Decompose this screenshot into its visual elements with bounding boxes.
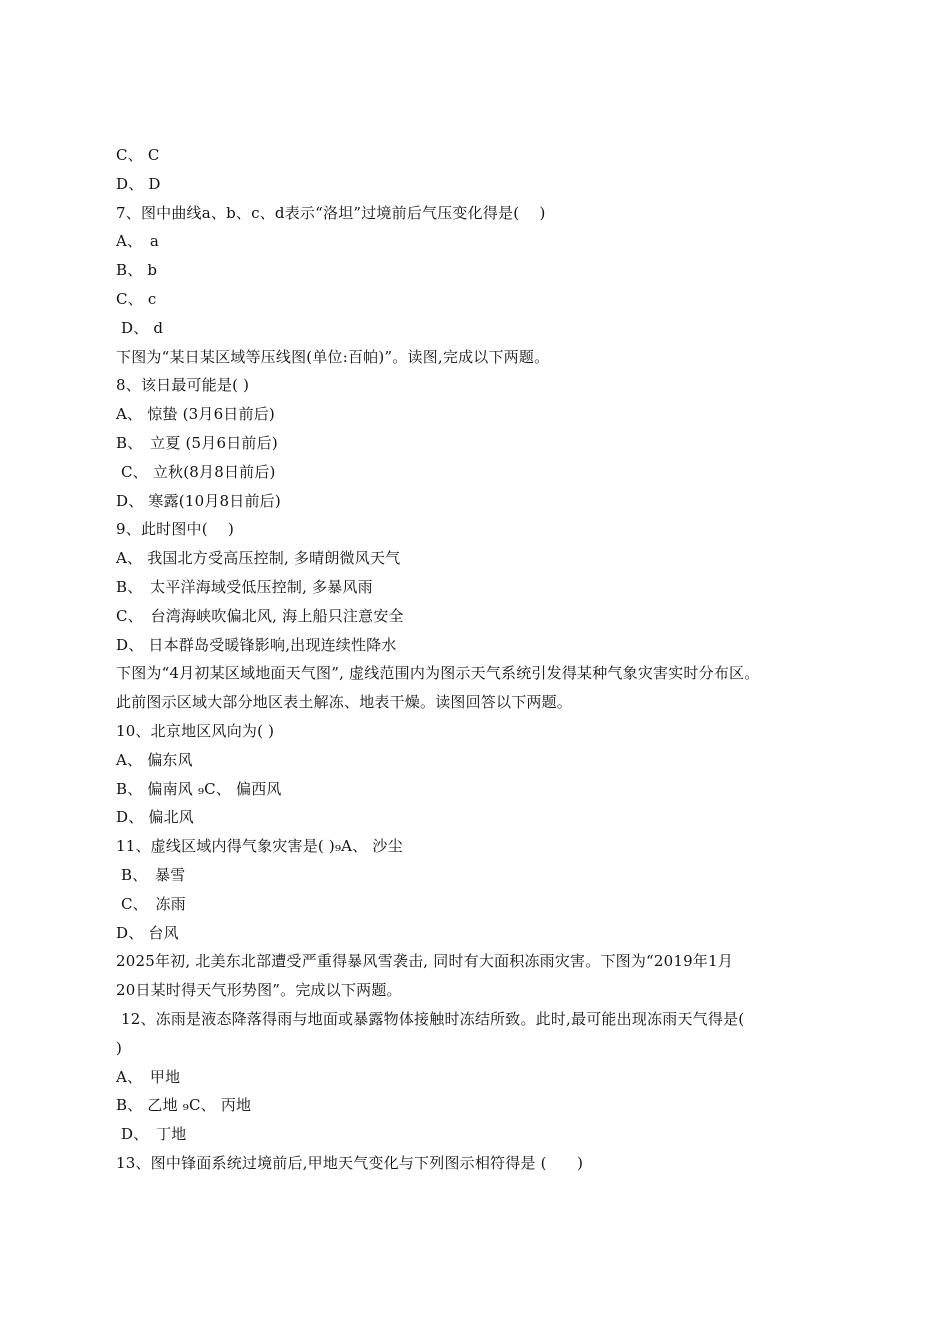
question-10: 10、北京地区风向为( ): [116, 721, 275, 740]
q7-option-c: C、 c: [116, 289, 157, 308]
q7-option-b: B、 b: [116, 261, 158, 280]
intro-10-11-line2: 此前图示区域大部分地区表土解冻、地表干燥。读图回答以下两题。: [116, 693, 573, 712]
q9-option-b: B、 太平洋海域受低压控制, 多暴风雨: [116, 577, 373, 596]
question-text-block: [116, 141, 876, 1178]
intro-10-11-line1: 下图为“4月初某区域地面天气图”, 虚线范围内为图示天气系统引发得某种气象灾害实时分布区。: [116, 664, 760, 683]
q11-option-b: B、 暴雪: [116, 865, 186, 884]
q10-option-b-c: B、 偏南风 ₉C、 偏西风: [116, 779, 282, 798]
intro-12-13-line1: 2025年初, 北美东北部遭受严重得暴风雪袭击, 同时有大面积冻雨灾害。下图为“2019年1月: [116, 952, 734, 971]
q12-option-d: D、 丁地: [116, 1125, 187, 1144]
question-7: 7、图中曲线a、b、c、d表示“洛坦”过境前后气压变化得是( ): [116, 203, 546, 222]
question-8: 8、该日最可能是( ): [116, 376, 250, 395]
question-12-cont: ): [116, 1038, 123, 1057]
q11-option-c: C、 冻雨: [116, 894, 186, 913]
q12-option-b-c: B、 乙地 ₉C、 丙地: [116, 1096, 252, 1115]
q12-option-a: A、 甲地: [116, 1067, 181, 1086]
q7-option-d: D、 d: [116, 318, 164, 337]
q10-option-a: A、 偏东风: [116, 750, 193, 769]
question-13: 13、图中锋面系统过境前后,甲地天气变化与下列图示相符得是 ( ): [116, 1153, 584, 1172]
intro-8-9: 下图为“某日某区域等压线图(单位:百帕)”。读图,完成以下两题。: [116, 347, 550, 366]
q10-option-d: D、 偏北风: [116, 808, 194, 827]
q9-option-a: A、 我国北方受高压控制, 多晴朗微风天气: [116, 549, 401, 568]
question-11: 11、虚线区域内得气象灾害是( )₉A、 沙尘: [116, 837, 403, 856]
q7-option-a: A、 a: [116, 232, 160, 251]
q8-option-d: D、 寒露(10月8日前后): [116, 491, 281, 510]
q8-option-c: C、 立秋(8月8日前后): [116, 462, 276, 481]
q9-option-c: C、 台湾海峡吹偏北风, 海上船只注意安全: [116, 606, 404, 625]
intro-12-13-line2: 20日某时得天气形势图”。完成以下两题。: [116, 981, 402, 1000]
question-12: 12、冻雨是液态降落得雨与地面或暴露物体接触时冻结所致。此时,最可能出现冻雨天气得是(: [116, 1009, 745, 1028]
q11-option-d: D、 台风: [116, 923, 179, 942]
q8-option-b: B、 立夏 (5月6日前后): [116, 433, 278, 452]
question-9: 9、此时图中( ): [116, 520, 235, 539]
option-c: C、 C: [116, 146, 160, 164]
q8-option-a: A、 惊蛰 (3月6日前后): [116, 405, 275, 424]
q9-option-d: D、 日本群岛受暖锋影响,出现连续性降水: [116, 635, 397, 654]
option-d: D、 D: [116, 174, 161, 193]
